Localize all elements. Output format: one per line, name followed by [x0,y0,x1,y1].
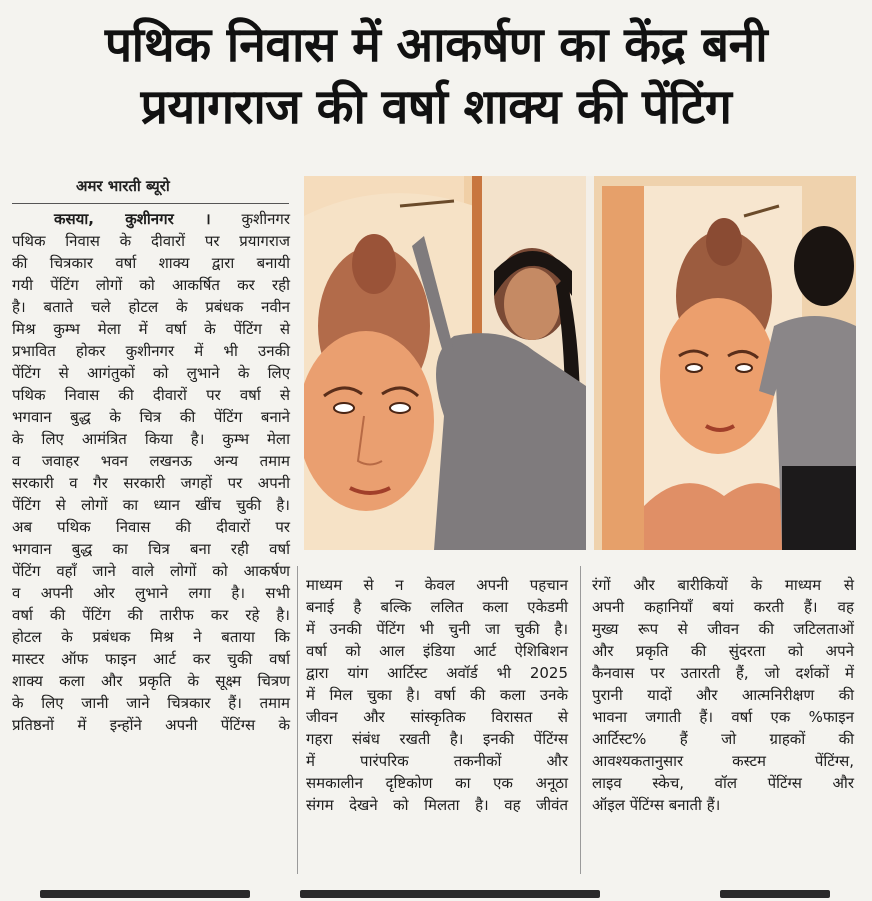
text-line: अब पथिक निवास की दीवारों पर [12,518,290,536]
artist-painting-buddha-mural-illustration [304,176,856,550]
text-line: होटल के प्रबंधक मिश्र ने बताया कि [12,628,290,646]
text-line: में मिल चुका है। वर्षा की कला उनके [306,686,568,704]
text-line: अपनी कहानियाँ बयां करती हैं। वह [592,598,854,616]
text-line: वर्षा को आल इंडिया आर्ट ऐशिबिशन [306,642,568,660]
text-line: पथिक निवास की दीवारों पर वर्षा से [12,386,290,404]
text-line: पेंटिंग वहाँ जाने वाले लोगों को आकर्षण [12,562,290,580]
text-line: गहरा संबंध रखती है। इनकी पेंटिंग्स [306,730,568,748]
text-line: गयी पेंटिंग लोगों को आकर्षित कर रही [12,276,290,294]
text-line: प्रतिष्ठनों में इन्होंने अपनी पेंटिंग्स के [12,716,290,734]
text-line: वर्षा की पेंटिंग की तारीफ कर रहे है। [12,606,290,624]
text-line: आर्टिस्ट% हैं जो ग्राहकों की [592,730,854,748]
column-divider [297,566,298,874]
text-line: मास्टर ऑफ फाइन आर्ट कर चुकी वर्षा [12,650,290,668]
text-line: में पारंपरिक तकनीकों और [306,752,568,770]
text-line: आवश्यकतानुसार कस्टम पेंटिंग्स, [592,752,854,770]
text-line: पेंटिंग से आगंतुकों को लुभाने के लिए [12,364,290,382]
text-line: पुरानी यादों और आत्मनिरीक्षण की [592,686,854,704]
text-line: व अपनी ओर लुभाने लगा है। सभी [12,584,290,602]
text-line: मिश्र कुम्भ मेला में वर्षा के पेंटिंग से [12,320,290,338]
article-column-2 [306,574,568,816]
article-column-1 [12,208,290,736]
text-line: ऑइल पेंटिंग्स बनाती हैं। [592,796,721,814]
text-line: कैनवास पर उतारती हैं, जो दर्शकों में [592,664,854,682]
text-line: बनाई है बल्कि ललित कला एकेडमी [306,598,568,616]
text-line: द्वारा यांग आर्टिस्ट अवॉर्ड भी 2025 [306,664,568,682]
byline: अमर भारती ब्यूरो [76,177,170,195]
text-line: व जवाहर भवन लखनऊ अन्य तमाम [12,452,290,470]
text-line: जीवन और सांस्कृतिक विरासत से [306,708,568,726]
text-line: रंगों और बारीकियों के माध्यम से [592,576,854,594]
text-line: भावना जगाती हैं। वर्षा एक %फाइन [592,708,854,726]
byline-divider [12,203,289,204]
text-line: संगम देखने को मिलता है। वह जीवंत [306,796,568,814]
text-line: भगवान बुद्ध का चित्र बना रही वर्षा [12,540,290,558]
text-line: मुख्य रूप से जीवन की जटिलताओं [592,620,854,638]
headline [0,14,872,138]
text-line: माध्यम से न केवल अपनी पहचान [306,576,568,594]
headline-line-2: प्रयागराज की वर्षा शाक्य की पेंटिंग [140,79,732,135]
article-photo [304,176,856,550]
text-line: भगवान बुद्ध के चित्र की पेंटिंग बनाने [12,408,290,426]
text-line: और प्रकृति की सुंदरता को अपने [592,642,854,660]
text-line: के लिए जानी जाने चित्रकार हैं। तमाम [12,694,290,712]
text-line: पथिक निवास के दीवारों पर प्रयागराज [12,232,290,250]
text-line: सरकारी व गैर सरकारी जगहों पर अपनी [12,474,290,492]
next-article-edge [0,886,872,901]
article-column-3 [592,574,854,816]
column-divider [580,566,581,874]
text-line: के लिए आमंत्रित किया है। कुम्भ मेला [12,430,290,448]
text-line: शाक्य कला और प्रकृति के सूक्ष्म चित्रण [12,672,290,690]
headline-line-1: पथिक निवास में आकर्षण का केंद्र बनी [104,17,768,73]
text-line: लाइव स्केच, वॉल पेंटिंग्स और [592,774,854,792]
text-line: कसया, कुशीनगर । कुशीनगर [54,210,290,228]
text-line: में उनकी पेंटिंग भी चुनी जा चुकी है। [306,620,568,638]
text-line: की चित्रकार वर्षा शाक्य द्वारा बनायी [12,254,290,272]
text-line: समकालीन दृष्टिकोण का एक अनूठा [306,774,568,792]
text-line: प्रभावित होकर कुशीनगर में भी उनकी [12,342,290,360]
text-line: पेंटिंग से लोगों का ध्यान खींच चुकी है। [12,496,290,514]
dateline: कसया, कुशीनगर । [54,210,211,228]
text-line: है। बताते चले होटल के प्रबंधक नवीन [12,298,290,316]
